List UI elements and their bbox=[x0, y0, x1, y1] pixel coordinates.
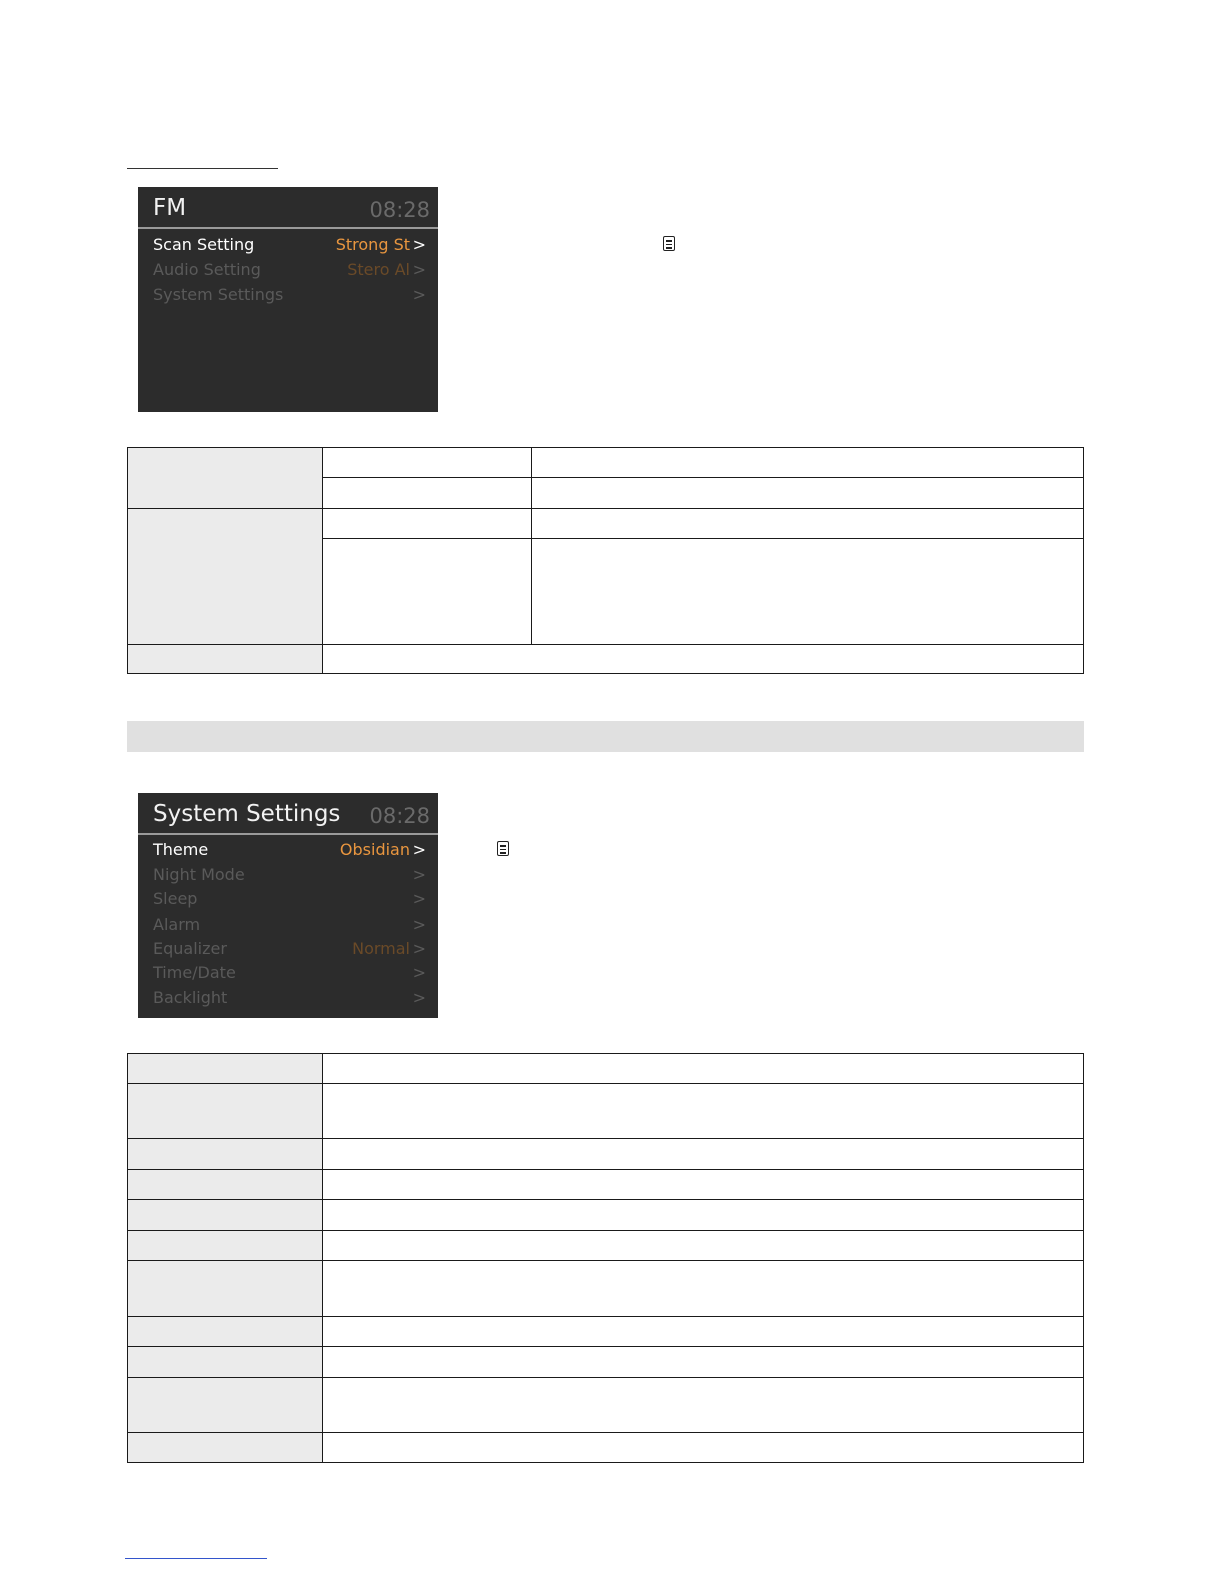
fm-menu-screen bbox=[138, 187, 438, 412]
table-cell bbox=[531, 448, 1083, 478]
header-rule bbox=[127, 168, 278, 169]
table-cell bbox=[322, 1231, 1083, 1261]
fm-screen-header bbox=[138, 187, 438, 229]
clock: 08:28 bbox=[369, 198, 430, 222]
chevron-right-icon: > bbox=[412, 865, 426, 884]
table-cell bbox=[322, 1170, 1083, 1200]
menu-item-label: Scan Setting bbox=[153, 235, 255, 254]
menu-item-label: Backlight bbox=[153, 988, 228, 1007]
chevron-right-icon: > bbox=[412, 235, 426, 254]
table-label-cell bbox=[128, 1433, 323, 1463]
menu-item-night-mode[interactable] bbox=[153, 863, 426, 887]
menu-item-label: System Settings bbox=[153, 285, 284, 304]
menu-item-value: Normal bbox=[352, 939, 410, 958]
system-settings-screen bbox=[138, 793, 438, 1018]
table-cell bbox=[322, 1378, 1083, 1433]
table-cell bbox=[322, 1261, 1083, 1317]
table-cell bbox=[322, 1317, 1083, 1347]
table-label-cell bbox=[128, 1347, 323, 1378]
menu-icon bbox=[497, 841, 509, 856]
menu-item-backlight[interactable] bbox=[153, 986, 426, 1010]
table-label-cell bbox=[128, 1378, 323, 1433]
table-cell bbox=[322, 1347, 1083, 1378]
menu-item-value: Obsidian bbox=[339, 840, 410, 859]
menu-item-label: Time/Date bbox=[153, 963, 236, 982]
table-cell bbox=[322, 448, 531, 478]
menu-item-sleep[interactable] bbox=[153, 887, 426, 911]
screen-title: System Settings bbox=[153, 801, 341, 827]
table-label-cell bbox=[128, 1170, 323, 1200]
menu-item-system-settings[interactable] bbox=[153, 283, 426, 307]
footer-rule bbox=[125, 1558, 267, 1559]
chevron-right-icon: > bbox=[412, 963, 426, 982]
chevron-right-icon: > bbox=[412, 939, 426, 958]
menu-icon bbox=[663, 236, 675, 251]
table-cell bbox=[322, 509, 531, 539]
menu-item-label: Audio Setting bbox=[153, 260, 261, 279]
table-cell bbox=[322, 478, 531, 509]
table-cell bbox=[322, 1433, 1083, 1463]
system-settings-table bbox=[127, 1053, 1084, 1463]
menu-item-label: Equalizer bbox=[153, 939, 227, 958]
table-label-cell bbox=[128, 509, 323, 645]
table-label-cell bbox=[128, 1200, 323, 1231]
menu-item-value: Strong St bbox=[335, 235, 410, 254]
table-cell bbox=[322, 1054, 1083, 1084]
table-label-cell bbox=[128, 1054, 323, 1084]
clock: 08:28 bbox=[369, 804, 430, 828]
table-label-cell bbox=[128, 1317, 323, 1347]
menu-item-theme[interactable] bbox=[153, 838, 426, 862]
table-cell bbox=[531, 539, 1083, 645]
chevron-right-icon: > bbox=[412, 285, 426, 304]
system-screen-header bbox=[138, 793, 438, 835]
table-cell bbox=[531, 478, 1083, 509]
menu-item-label: Theme bbox=[153, 840, 209, 859]
menu-item-value: Stero Al bbox=[347, 260, 410, 279]
table-label-cell bbox=[128, 645, 323, 674]
table-cell bbox=[322, 1084, 1083, 1139]
table-cell bbox=[322, 645, 1083, 674]
menu-item-audio-setting[interactable] bbox=[153, 258, 426, 282]
chevron-right-icon: > bbox=[412, 260, 426, 279]
table-cell bbox=[322, 1200, 1083, 1231]
chevron-right-icon: > bbox=[412, 840, 426, 859]
screen-title: FM bbox=[153, 195, 187, 221]
menu-item-scan-setting[interactable] bbox=[153, 233, 426, 257]
menu-item-label: Night Mode bbox=[153, 865, 245, 884]
section-heading-band bbox=[127, 721, 1084, 752]
menu-item-label: Alarm bbox=[153, 915, 201, 934]
table-cell bbox=[322, 1139, 1083, 1170]
table-label-cell bbox=[128, 448, 323, 509]
table-label-cell bbox=[128, 1139, 323, 1170]
table-label-cell bbox=[128, 1084, 323, 1139]
menu-item-label: Sleep bbox=[153, 889, 198, 908]
menu-item-alarm[interactable] bbox=[153, 913, 426, 937]
table-label-cell bbox=[128, 1231, 323, 1261]
menu-item-equalizer[interactable] bbox=[153, 937, 426, 961]
chevron-right-icon: > bbox=[412, 988, 426, 1007]
menu-item-time-date[interactable] bbox=[153, 961, 426, 985]
table-label-cell bbox=[128, 1261, 323, 1317]
table-cell bbox=[531, 509, 1083, 539]
table-cell bbox=[322, 539, 531, 645]
chevron-right-icon: > bbox=[412, 915, 426, 934]
chevron-right-icon: > bbox=[412, 889, 426, 908]
fm-settings-table bbox=[127, 447, 1084, 674]
